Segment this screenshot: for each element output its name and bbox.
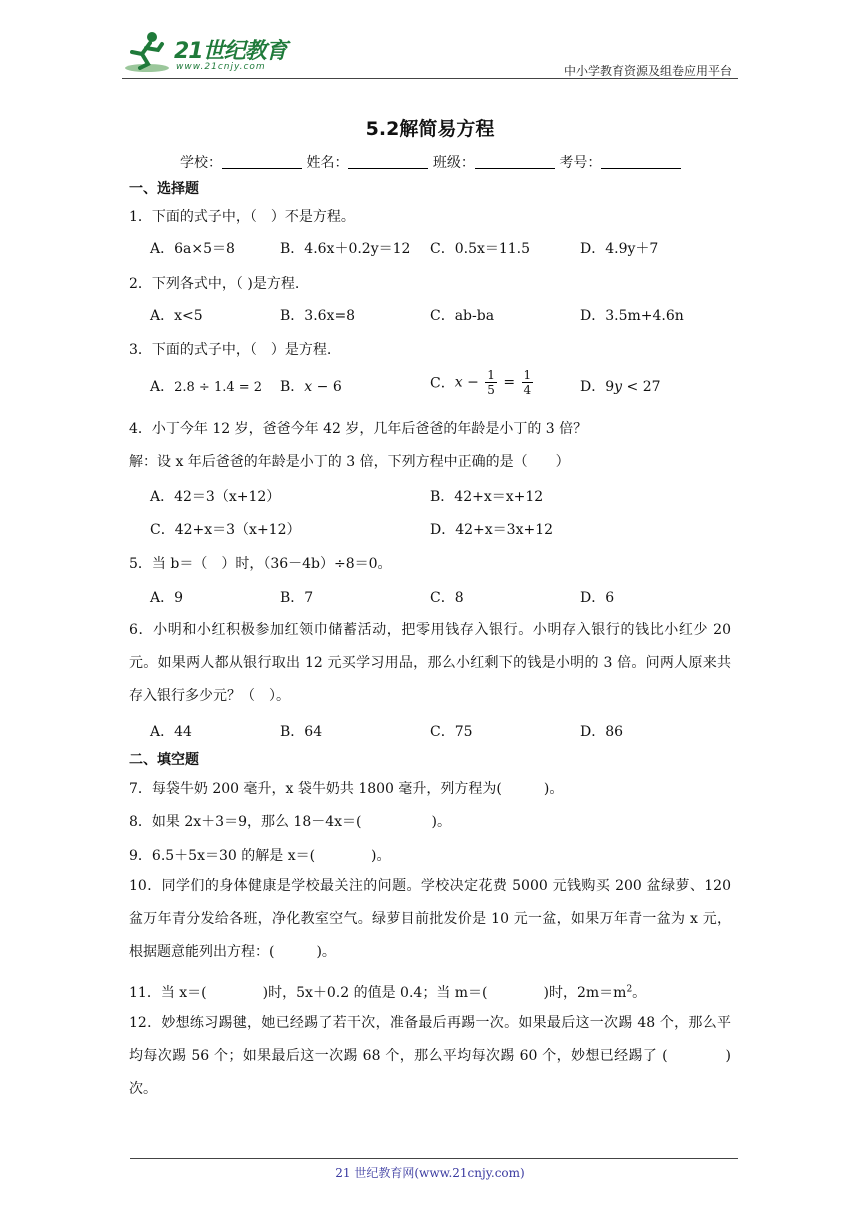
- school-blank: [222, 154, 302, 169]
- name-label: 姓名：: [306, 155, 349, 171]
- fraction-denominator: 4: [523, 383, 532, 397]
- question-3: 3．下面的式子中，（ ）是方程.: [129, 342, 332, 358]
- fraction-one-fifth: [485, 368, 497, 397]
- q11-superscript: 2: [626, 984, 633, 995]
- q3-a-label: A．: [150, 379, 175, 395]
- q3-option-a: [150, 376, 262, 396]
- exam-no-blank: [601, 154, 681, 169]
- class-label: 班级：: [432, 155, 475, 171]
- page-title: 5.2解简易方程: [365, 118, 495, 140]
- q3-b-label: B．: [280, 379, 305, 395]
- q3-c-var: x: [454, 374, 463, 391]
- fraction-numerator: 1: [487, 368, 495, 382]
- q2-option-c: C．ab-ba: [430, 308, 495, 324]
- q6-option-d: D．86: [580, 724, 624, 740]
- exam-no-label: 考号：: [559, 155, 602, 171]
- q3-c-label: C．: [430, 375, 455, 392]
- q3-c-minus: −: [462, 374, 484, 391]
- fraction-denominator: 5: [487, 383, 495, 397]
- q3-option-b: [280, 376, 342, 396]
- q4-option-b: B．42+x＝x+12: [430, 489, 544, 505]
- q6-option-c: C．75: [430, 724, 473, 740]
- footer-divider: [130, 1158, 738, 1159]
- q4-option-c: C．42+x＝3（x+12）: [150, 522, 301, 538]
- q4-option-d: D．42+x＝3x+12: [430, 522, 554, 538]
- q3-d-rest: < 27: [622, 379, 661, 395]
- student-info: [180, 152, 681, 172]
- logo-text: 21世纪教育: [174, 39, 287, 64]
- q11-text: 11．当 x＝( )时，5x＋0.2 的值是 0.4；当 m＝( )时，2m＝m: [129, 985, 627, 1001]
- question-5: 5．当 b＝（ ）时，（36－4b）÷8＝0。: [129, 556, 392, 572]
- q4-option-a: A．42＝3（x+12）: [150, 489, 281, 505]
- question-11: [129, 982, 646, 1002]
- q5-option-b: B．7: [280, 590, 314, 606]
- footer-text: 21 世纪教育网(www.21cnjy.com): [335, 1166, 525, 1180]
- runner-logo-icon: [122, 30, 172, 74]
- q3-d-coef: 9: [605, 379, 615, 395]
- q3-b-var: x: [304, 379, 313, 395]
- q1-option-a: A．6a×5＝8: [150, 241, 235, 257]
- question-4-solution: 解：设 x 年后爸爸的年龄是小丁的 3 倍，下列方程中正确的是（ ）: [129, 454, 570, 470]
- fraction-numerator: 1: [523, 368, 532, 382]
- name-blank: [348, 154, 428, 169]
- question-10: 10．同学们的身体健康是学校最关注的问题。学校决定花费 5000 元钱购买 200 盆绿萝、120 盆万年青分发给各班，净化教室空气。绿萝目前批发价是 10 元一盆，如果万年青一盆为 x 元，根据题意能列出方程：( )。: [129, 878, 731, 960]
- class-blank: [475, 154, 555, 169]
- question-8: 8．如果 2x＋3＝9，那么 18－4x＝( )。: [129, 814, 451, 830]
- fraction-one-fourth: [522, 368, 534, 397]
- q2-option-d: D．3.5m+4.6n: [580, 308, 684, 324]
- question-7: 7．每袋牛奶 200 毫升，x 袋牛奶共 1800 毫升，列方程为( )。: [129, 781, 564, 797]
- q1-option-b: B．4.6x＋0.2y＝12: [280, 241, 411, 257]
- q2-option-a: A．x<5: [150, 308, 203, 324]
- platform-label: 中小学教育资源及组卷应用平台: [563, 64, 732, 78]
- q3-a-expr: 2.8 ÷ 1.4 = 2: [174, 380, 263, 395]
- header-divider: [122, 78, 738, 79]
- logo: [122, 30, 292, 78]
- question-1: 1．下面的式子中，（ ）不是方程。: [129, 209, 355, 225]
- q5-option-c: C．8: [430, 590, 464, 606]
- q5-option-d: D．6: [580, 590, 615, 606]
- school-label: 学校：: [180, 155, 222, 171]
- question-2: 2．下列各式中，（ )是方程.: [129, 276, 300, 292]
- q3-b-rest: − 6: [312, 379, 342, 395]
- q5-option-a: A．9: [150, 590, 184, 606]
- q3-d-var: y: [614, 379, 623, 395]
- question-12: 12．妙想练习踢毽，她已经踢了若干次，准备最后再踢一次。如果最后这一次踢 48 个，那么平均每次踢 56 个；如果最后这一次踢 68 个，那么平均每次踢 60 个，妙想已经踢了 ( )次。: [129, 1015, 731, 1097]
- section-choice: 一、选择题: [129, 181, 199, 197]
- q6-option-b: B．64: [280, 724, 323, 740]
- question-4: 4．小丁今年 12 岁，爸爸今年 42 岁，几年后爸爸的年龄是小丁的 3 倍？: [129, 421, 588, 437]
- question-6: 6．小明和小红积极参加红领巾储蓄活动，把零用钱存入银行。小明存入银行的钱比小红少 20 元。如果两人都从银行取出 12 元买学习用品，那么小红剩下的钱是小明的 3 倍。问两人原来共存入银行多少元？（ ）。: [129, 622, 731, 704]
- q3-option-c: [430, 368, 535, 397]
- q6-option-a: A．44: [150, 724, 192, 740]
- question-9: 9．6.5＋5x＝30 的解是 x＝( )。: [129, 848, 391, 864]
- q11-end: 。: [632, 985, 647, 1001]
- q1-option-d: D．4.9y＋7: [580, 241, 659, 257]
- q3-option-d: [580, 376, 661, 396]
- q3-c-eq: =: [498, 374, 520, 391]
- q2-option-b: B．3.6x=8: [280, 308, 356, 324]
- q3-d-label: D．: [580, 379, 606, 395]
- q1-option-c: C．0.5x＝11.5: [430, 241, 531, 257]
- logo-url: www.21cnjy.com: [176, 62, 266, 72]
- section-fill-blank: 二、填空题: [129, 752, 199, 768]
